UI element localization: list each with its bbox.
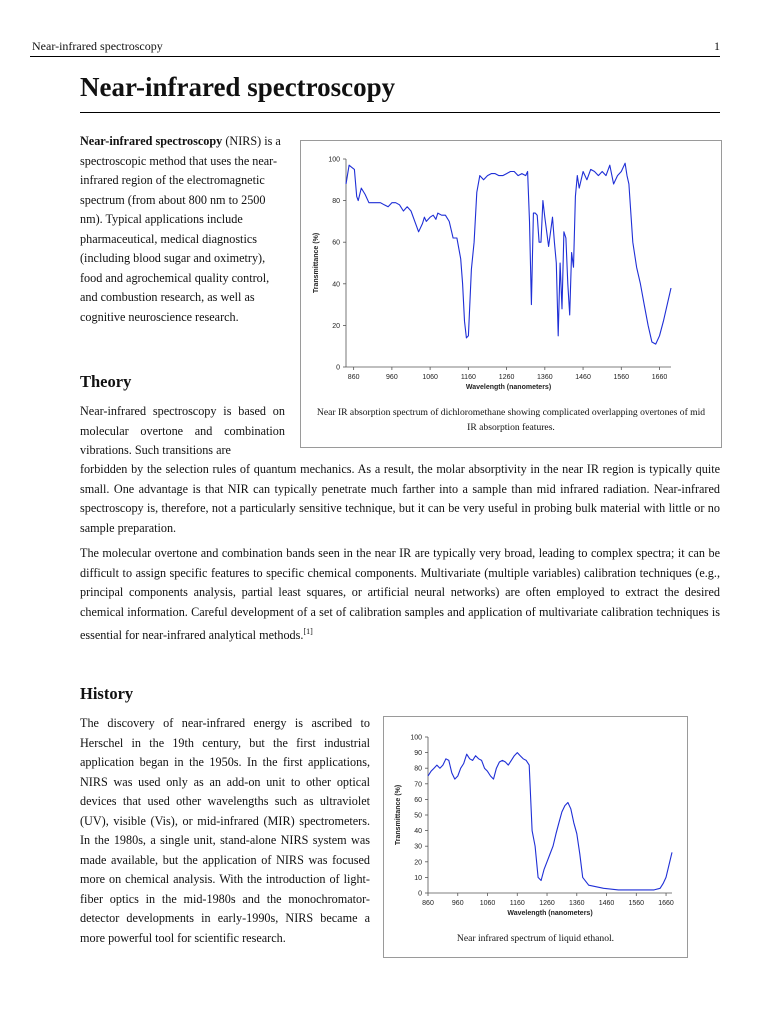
spectrum-line	[346, 163, 671, 344]
y-axis-title: Transmittance (%)	[313, 232, 320, 294]
theory-paragraph-2-text: The molecular overtone and combination bands seen in the near IR are typically very broad, leading to complex spectra; it can be difficult to assign specific features to specific chemical components. Multivariate (multiple variables) calibration techniques (e.g., principal components analysis, partial least squares, or artificial neural networks) are often employed to extract the desired chemical information. Careful development of a set of calibration samples and application of multivariate calibration techniques is essential for near-infrared analytical methods.	[80, 546, 720, 643]
y-tick-label: 100	[410, 734, 422, 742]
spectrum-line	[428, 753, 672, 890]
dichloromethane-spectrum-chart	[301, 141, 721, 403]
figure-1-caption: Near IR absorption spectrum of dichloromethane showing complicated overlapping overtones of mid IR absorption features.	[316, 407, 706, 433]
x-tick-label: 1260	[498, 374, 515, 381]
section-heading-theory: Theory	[80, 372, 132, 391]
x-tick-label: 860	[347, 374, 360, 381]
x-tick-label: 1460	[575, 374, 591, 381]
y-tick-label: 30	[414, 843, 422, 851]
running-header	[30, 36, 720, 57]
figure-ethanol	[383, 716, 688, 958]
y-tick-label: 40	[414, 828, 422, 836]
x-tick-label: 1460	[598, 900, 615, 907]
intro-paragraph	[80, 132, 285, 327]
reference-1[interactable]: [1]	[303, 627, 313, 636]
theory-paragraph-1-narrow: Near-infrared spectroscopy is based on molecular overtone and combination vibrations. Such transitions are	[80, 404, 285, 457]
ethanol-spectrum-chart	[384, 717, 687, 929]
y-axis-title: Transmittance (%)	[395, 784, 402, 846]
x-tick-label: 1560	[628, 900, 645, 907]
figure-dichloromethane	[300, 140, 722, 448]
intro-lead-bold: Near-infrared spectroscopy	[80, 134, 223, 148]
y-tick-label: 80	[414, 765, 422, 773]
x-tick-label: 1160	[460, 374, 476, 381]
theory-paragraph-2	[80, 544, 720, 646]
intro-lead-text: (NIRS) is a spectroscopic method that uses the near-infrared region of the electromagnetic spectrum (from about 800 nm to 2500 nm). Typical applications include pharmaceutical, medical diagnostics (including blood sugar and oximetry), food and agrochemical quality control, and combustion research, as well as cognitive neuroscience research.	[80, 134, 281, 324]
history-paragraph-1: The discovery of near-infrared energy is ascribed to Herschel in the 19th century, but the first industrial application began in the 1950s. In the first applications, NIRS was used only as an add-on unit to other optical devices that used other wavelengths such as ultraviolet (UV), visible (Vis), or mid-infrared (MIR) spectrometers. In the 1980s, a single unit, stand-alone NIRS system was made available, but the application of NIRS was focused more on chemical analysis. With the introduction of light-fiber optics in the mid-1980s and the monochromator-detector developments in early-1990s, NIRS became a more powerful tool for scientific research.	[80, 716, 370, 945]
y-tick-label: 50	[414, 812, 422, 820]
x-tick-label: 1560	[613, 374, 630, 381]
y-tick-label: 40	[332, 281, 340, 289]
x-axis-title: Wavelength (nanometers)	[507, 910, 593, 917]
y-tick-label: 60	[332, 239, 340, 247]
y-tick-label: 100	[328, 156, 340, 164]
x-tick-label: 1060	[422, 374, 438, 381]
x-tick-label: 1260	[539, 900, 555, 907]
x-tick-label: 960	[386, 374, 398, 381]
x-tick-label: 1060	[479, 900, 496, 907]
x-tick-label: 960	[451, 900, 464, 907]
x-tick-label: 1660	[658, 900, 674, 907]
y-tick-label: 60	[414, 796, 422, 804]
x-tick-label: 860	[422, 900, 434, 907]
y-tick-label: 20	[414, 859, 422, 867]
page-title: Near-infrared spectroscopy	[80, 72, 720, 113]
y-tick-label: 70	[414, 781, 422, 789]
x-tick-label: 1360	[537, 374, 553, 381]
y-tick-label: 10	[414, 874, 422, 882]
x-axis-title: Wavelength (nanometers)	[465, 384, 552, 391]
section-heading-history: History	[80, 684, 134, 703]
running-header-title: Near-infrared spectroscopy	[32, 39, 163, 53]
y-tick-label: 20	[332, 322, 340, 330]
y-tick-label: 80	[332, 198, 340, 206]
x-tick-label: 1660	[651, 374, 668, 381]
figure-2-caption: Near infrared spectrum of liquid ethanol.	[456, 933, 615, 944]
x-tick-label: 1360	[568, 900, 585, 907]
theory-paragraph-1-wide: forbidden by the selection rules of quantum mechanics. As a result, the molar absorptivity in the near IR region is typically quite small. One advantage is that NIR can typically penetrate much farther into a sample than mid infrared radiation. Near-infrared spectroscopy is, therefore, not a particularly sensitive technique, but it can be very useful in probing bulk material with little or no sample preparation.	[80, 462, 720, 535]
y-tick-label: 0	[418, 890, 422, 898]
page-number: 1	[714, 39, 720, 53]
x-tick-label: 1160	[509, 900, 525, 907]
y-tick-label: 0	[336, 364, 340, 372]
y-tick-label: 90	[414, 750, 422, 758]
